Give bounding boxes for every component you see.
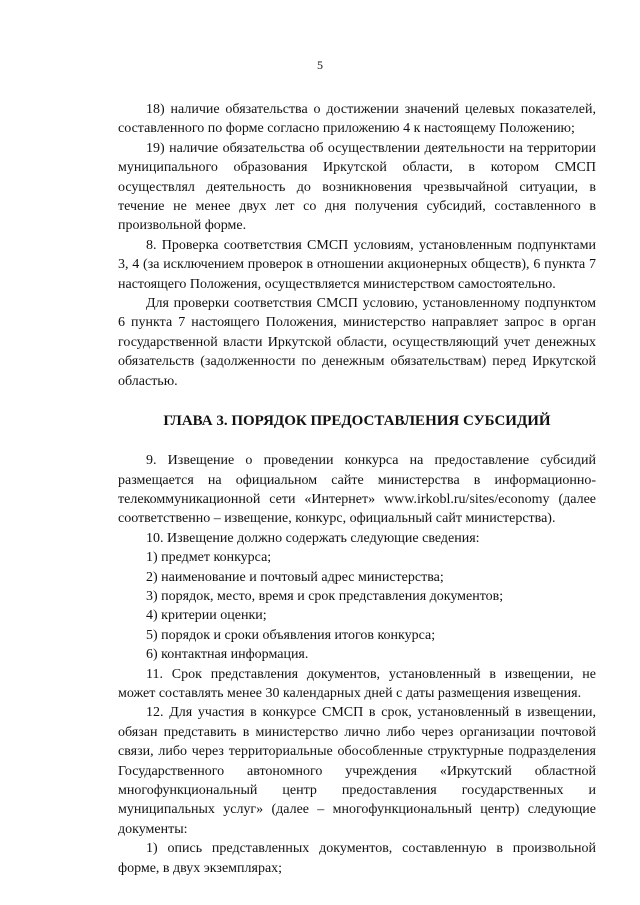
list-item: 1) предмет конкурса; (146, 550, 272, 566)
notice-contents-list (118, 548, 596, 664)
list-item: 6) контактная информация. (146, 647, 309, 663)
paragraph-verification: Для проверки соответствия СМСП условию, установленному подпунктом 6 пункта 7 настоящего Положения, министерство направляет запрос в орган государственной власти Иркутской области, осуществляющий учет денежных обязательств (задолженности по денежным обязательствам) перед Иркутской областью. (118, 296, 596, 389)
paragraph-point-10: 10. Извещение должно содержать следующие сведения: (146, 530, 480, 546)
document-body (118, 100, 596, 878)
paragraph-point-12-item-1: 1) опись представленных документов, составленную в произвольной форме, в двух экземплярах; (118, 841, 596, 876)
paragraph-point-11: 11. Срок представления документов, установленный в извещении, не может составлять менее 30 календарных дней с даты размещения извещения. (118, 666, 596, 701)
list-item: 3) порядок, место, время и срок представления документов; (146, 588, 504, 604)
list-item: 4) критерии оценки; (146, 608, 267, 624)
paragraph-item-18: 18) наличие обязательства о достижении значений целевых показателей, составленного по форме согласно приложению 4 к настоящему Положению; (118, 102, 596, 137)
paragraph-item-19: 19) наличие обязательства об осуществлении деятельности на территории муниципального образования Иркутской области, в котором СМСП осуществлял деятельность до возникновения чрезвычайной ситуации, в течение не менее двух лет со дня получения субсидий, составленного в произвольной форме. (118, 140, 596, 234)
list-item: 5) порядок и сроки объявления итогов конкурса; (146, 627, 436, 643)
paragraph-point-12: 12. Для участия в конкурсе СМСП в срок, установленный в извещении, обязан представить в министерство лично либо через организации почтовой связи, либо через территориальные обособленные структурные подразделения Государственного автономного учреждения «Иркутский областной многофункциональный центр предоставления государственных и муниципальных услуг» (далее – многофункциональный центр) следующие документы: (118, 705, 596, 837)
chapter-heading: ГЛАВА 3. ПОРЯДОК ПРЕДОСТАВЛЕНИЯ СУБСИДИЙ (163, 413, 551, 430)
paragraph-point-8: 8. Проверка соответствия СМСП условиям, установленным подпунктами 3, 4 (за исключением проверок в отношении акционерных обществ), 6 пункта 7 настоящего Положения, осуществляется министерством самостоятельно. (118, 237, 596, 292)
list-item: 2) наименование и почтовый адрес министерства; (146, 569, 444, 585)
page-number: 5 (317, 58, 323, 72)
paragraph-point-9: 9. Извещение о проведении конкурса на предоставление субсидий размещается на официальном сайте министерства в информационно-телекоммуникационной сети «Интернет» www.irkobl.ru/sites/economy (далее соответственно – извещение, конкурс, официальный сайт министерства). (118, 453, 596, 527)
